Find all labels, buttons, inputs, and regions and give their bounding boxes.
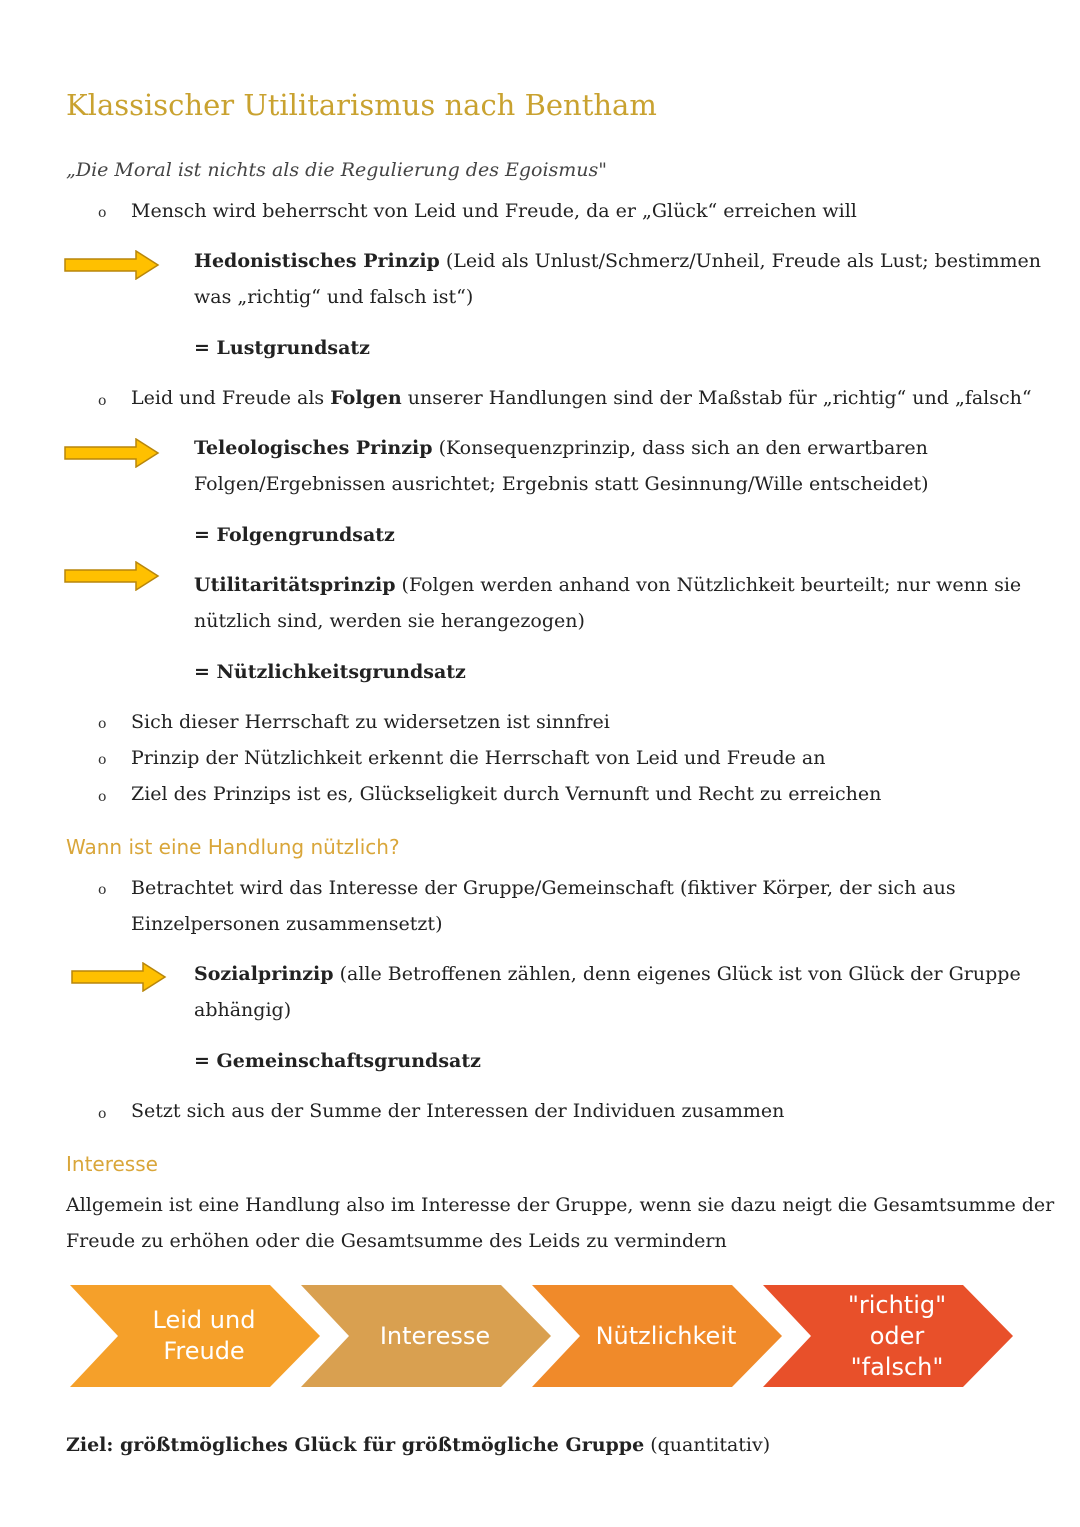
process-flow <box>68 1284 1018 1388</box>
section-heading: Interesse <box>66 1152 158 1176</box>
principle-result: = Nützlichkeitsgrundsatz <box>194 661 466 683</box>
bullet-text: Mensch wird beherrscht von Leid und Freude, da er „Glück“ erreichen will <box>131 200 857 222</box>
bullet-marker: o <box>98 882 107 898</box>
principle-utility <box>194 574 1021 596</box>
bullet-text: Betrachtet wird das Interesse der Gruppe/Gemeinschaft (fiktiver Körper, der sich aus <box>131 877 956 899</box>
flow-step-label: Nützlichkeit <box>595 1321 737 1350</box>
goal-bold: Ziel: größtmögliches Glück für größtmögliche Gruppe <box>66 1434 645 1456</box>
principle-desc-cont: Folgen/Ergebnissen ausrichtet; Ergebnis statt Gesinnung/Wille entscheidet) <box>194 473 929 495</box>
goal-rest: (quantitativ) <box>644 1434 771 1456</box>
principle-result: = Lustgrundsatz <box>194 337 370 359</box>
flow-step-label: Leid und Freude <box>152 1306 256 1365</box>
principle-term: Sozialprinzip <box>194 963 334 985</box>
principle-desc-cont: abhängig) <box>194 999 292 1021</box>
bullet-text: Ziel des Prinzips ist es, Glückseligkeit durch Vernunft und Recht zu erreichen <box>131 783 882 805</box>
flow-step-label: Interesse <box>379 1321 491 1350</box>
principle-term: Utilitaritätsprinzip <box>194 574 396 596</box>
text-segment: unserer Handlungen sind der Maßstab für „richtig“ und „falsch“ <box>401 387 1032 409</box>
bullet-text: Setzt sich aus der Summe der Interessen der Individuen zusammen <box>131 1100 785 1122</box>
goal-line <box>66 1434 770 1456</box>
arrow-right-icon <box>64 561 160 591</box>
page-title: Klassischer Utilitarismus nach Bentham <box>66 88 657 122</box>
paragraph-cont: Freude zu erhöhen oder die Gesamtsumme des Leids zu vermindern <box>66 1230 727 1252</box>
principle-desc: (Leid als Unlust/Schmerz/Unheil, Freude als Lust; bestimmen <box>439 250 1042 272</box>
principle-desc-cont: nützlich sind, werden sie herangezogen) <box>194 610 585 632</box>
principle-result: = Folgengrundsatz <box>194 524 395 546</box>
arrow-right-icon <box>71 962 167 992</box>
section-heading: Wann ist eine Handlung nützlich? <box>66 835 400 859</box>
bullet-marker: o <box>98 752 107 768</box>
quote: „Die Moral ist nichts als die Regulierung des Egoismus" <box>66 159 608 181</box>
flow-step-label: "richtig" oder "falsch" <box>847 1290 947 1381</box>
arrow-right-icon <box>64 438 160 468</box>
principle-desc: (Konsequenzprinzip, dass sich an den erwartbaren <box>432 437 928 459</box>
bullet-text <box>131 387 1032 409</box>
bullet-marker: o <box>98 1106 107 1122</box>
paragraph: Allgemein ist eine Handlung also im Interesse der Gruppe, wenn sie dazu neigt die Gesamtsumme der <box>66 1194 1055 1216</box>
text-bold: Folgen <box>330 387 402 409</box>
text-segment: Leid und Freude als <box>131 387 331 409</box>
principle-term: Hedonistisches Prinzip <box>194 250 440 272</box>
bullet-marker: o <box>98 393 107 409</box>
bullet-text: Prinzip der Nützlichkeit erkennt die Herrschaft von Leid und Freude an <box>131 747 826 769</box>
principle-desc: (alle Betroffenen zählen, denn eigenes Glück ist von Glück der Gruppe <box>333 963 1021 985</box>
bullet-marker: o <box>98 789 107 805</box>
arrow-right-icon <box>64 250 160 280</box>
principle-term: Teleologisches Prinzip <box>194 437 433 459</box>
principle-teleological <box>194 437 928 459</box>
principle-hedonistic <box>194 250 1041 272</box>
principle-result: = Gemeinschaftsgrundsatz <box>194 1050 481 1072</box>
principle-desc: (Folgen werden anhand von Nützlichkeit beurteilt; nur wenn sie <box>395 574 1022 596</box>
bullet-text: Sich dieser Herrschaft zu widersetzen ist sinnfrei <box>131 711 610 733</box>
principle-social <box>194 963 1021 985</box>
bullet-marker: o <box>98 205 107 221</box>
principle-desc-cont: was „richtig“ und falsch ist“) <box>194 286 474 308</box>
bullet-marker: o <box>98 716 107 732</box>
bullet-text-cont: Einzelpersonen zusammensetzt) <box>131 913 443 935</box>
